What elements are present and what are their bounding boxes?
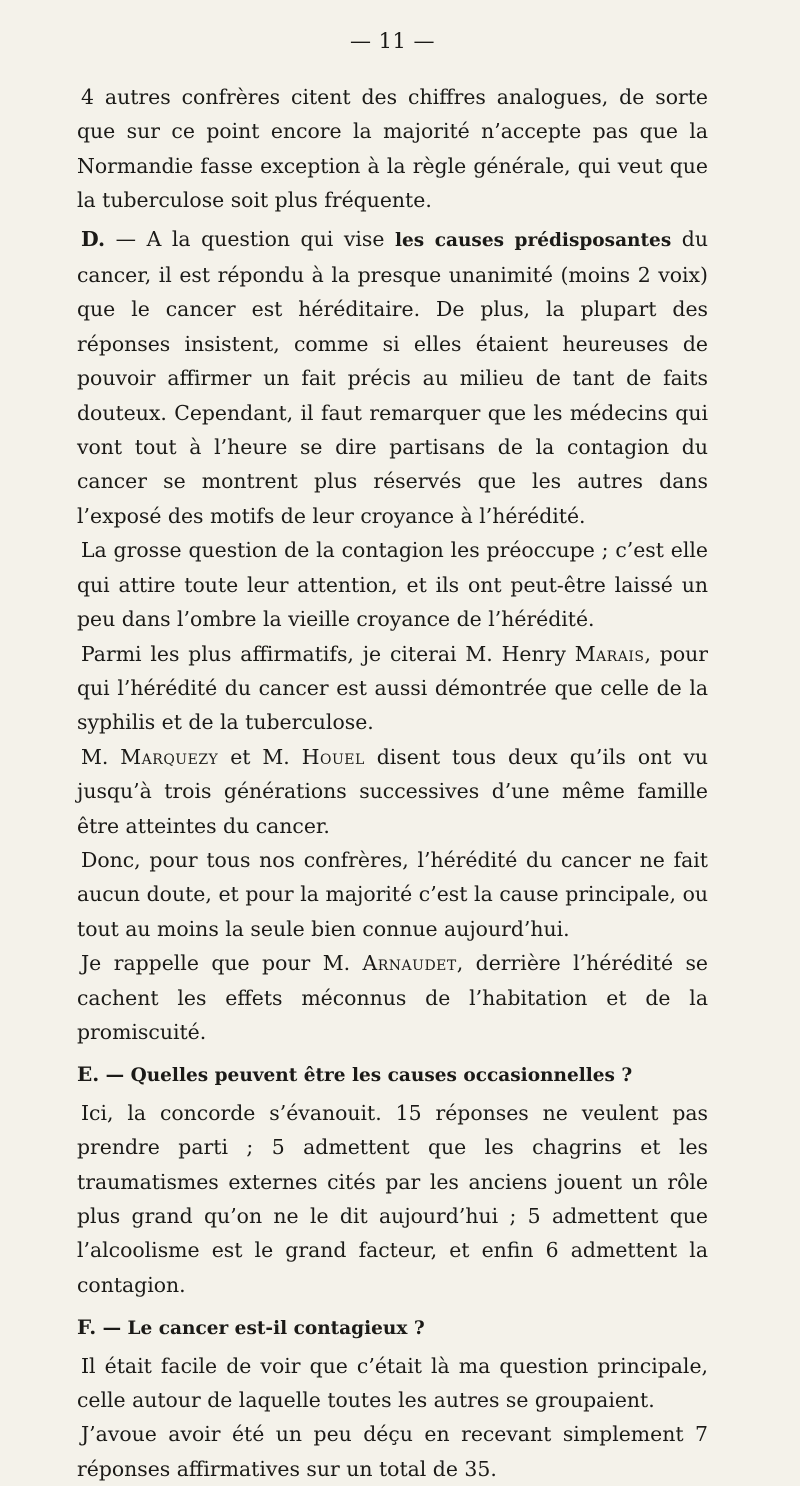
p4-after: , pour qui l’hérédité du cancer est aussi démontrée que celle de la syphilis et de la tuberculose. — [77, 641, 708, 735]
section-e-letter: E. — [77, 1062, 100, 1087]
section-d-bold-term: les causes prédisposantes — [394, 229, 672, 251]
p5-after: disent tous deux qu’ils ont vu jusqu’à trois générations successives d’une même famille être atteintes du cancer. — [77, 744, 709, 838]
paragraph-conclusion-heredity: Donc, pour tous nos confrères, l’hérédité du cancer ne fait aucun doute, et pour la majorité c’est la cause principale, ou tout au moins la seule bien connue aujourd’hui. — [77, 847, 708, 941]
author-name-houel: Houel — [301, 744, 365, 769]
section-d-letter: D. — [81, 226, 106, 251]
section-f-title: — Le cancer est-il contagieux ? — [96, 1318, 425, 1340]
p7-after: , derrière l’hérédité se cachent les effets méconnus de l’habitation et de la promiscuité. — [77, 951, 708, 1044]
section-f-letter: F. — [77, 1315, 97, 1340]
paragraph-intro: 4 autres confrères citent des chiffres analogues, de sorte que sur ce point encore la majorité n’accepte pas que la Normandie fasse exception à la règle générale, qui veut que la tuberculose soit plus fréquente. — [77, 85, 708, 213]
author-name-arnaudet: Arnaudet — [362, 951, 457, 976]
paragraph-contagion-question: La grosse question de la contagion les préoccupe ; c’est elle qui attire toute leur attention, et ils ont peut-être laissé un peu dans l’ombre la vieille croyance de l’hérédité. — [77, 538, 708, 632]
p5-m1: M. — [81, 744, 121, 769]
author-name-marais: Marais — [574, 641, 645, 666]
paragraph-occasional-causes: Ici, la concorde s’évanouit. 15 réponses ne veulent pas prendre parti ; 5 admettent que les chagrins et les traumatismes externes cités par les anciens jouent un rôle plus grand qu’on ne le dit aujourd’hui ; 5 admettent que l’alcoolisme est le grand facteur, et enfin 6 admettent la contagion. — [77, 1100, 708, 1297]
section-e-title: — Quelles peuvent être les causes occasionnelles ? — [99, 1065, 633, 1087]
paragraph-disappointment: J’avoue avoir été un peu déçu en recevant simplement 7 réponses affirmatives sur un total de 35. — [77, 1422, 708, 1481]
author-name-marquezy: Marquezy — [120, 744, 219, 769]
section-d-dash: — A la question qui vise — [105, 226, 395, 251]
p5-mid: et M. — [218, 744, 302, 769]
paragraph-marquezy-houel — [77, 740, 708, 843]
section-f-heading — [77, 1310, 708, 1346]
section-e-heading — [77, 1057, 708, 1093]
section-d-rest: du cancer, il est répondu à la presque unanimité (moins 2 voix) que le cancer est héréditaire. De plus, la plupart des réponses insistent, comme si elles étaient heureuses de pouvoir affirmer un fait précis au milieu de tant de faits douteux. Cependant, il faut remarquer que les médecins qui vont tout à l’heure se dire partisans de la contagion du cancer se montrent plus réservés que les autres dans l’exposé des motifs de leur croyance à l’hérédité. — [77, 226, 708, 528]
page-number: — 11 — — [349, 29, 436, 53]
paragraph-marais — [77, 637, 708, 740]
p7-before: Je rappelle que pour M. — [81, 951, 363, 976]
paragraph-arnaudet — [77, 946, 708, 1049]
paragraph-section-d — [77, 222, 708, 534]
paragraph-main-question: Il était facile de voir que c’était là ma question principale, celle autour de laquelle toutes les autres se groupaient. — [77, 1353, 708, 1413]
p4-before: Parmi les plus affirmatifs, je citerai M. Henry — [81, 641, 575, 666]
